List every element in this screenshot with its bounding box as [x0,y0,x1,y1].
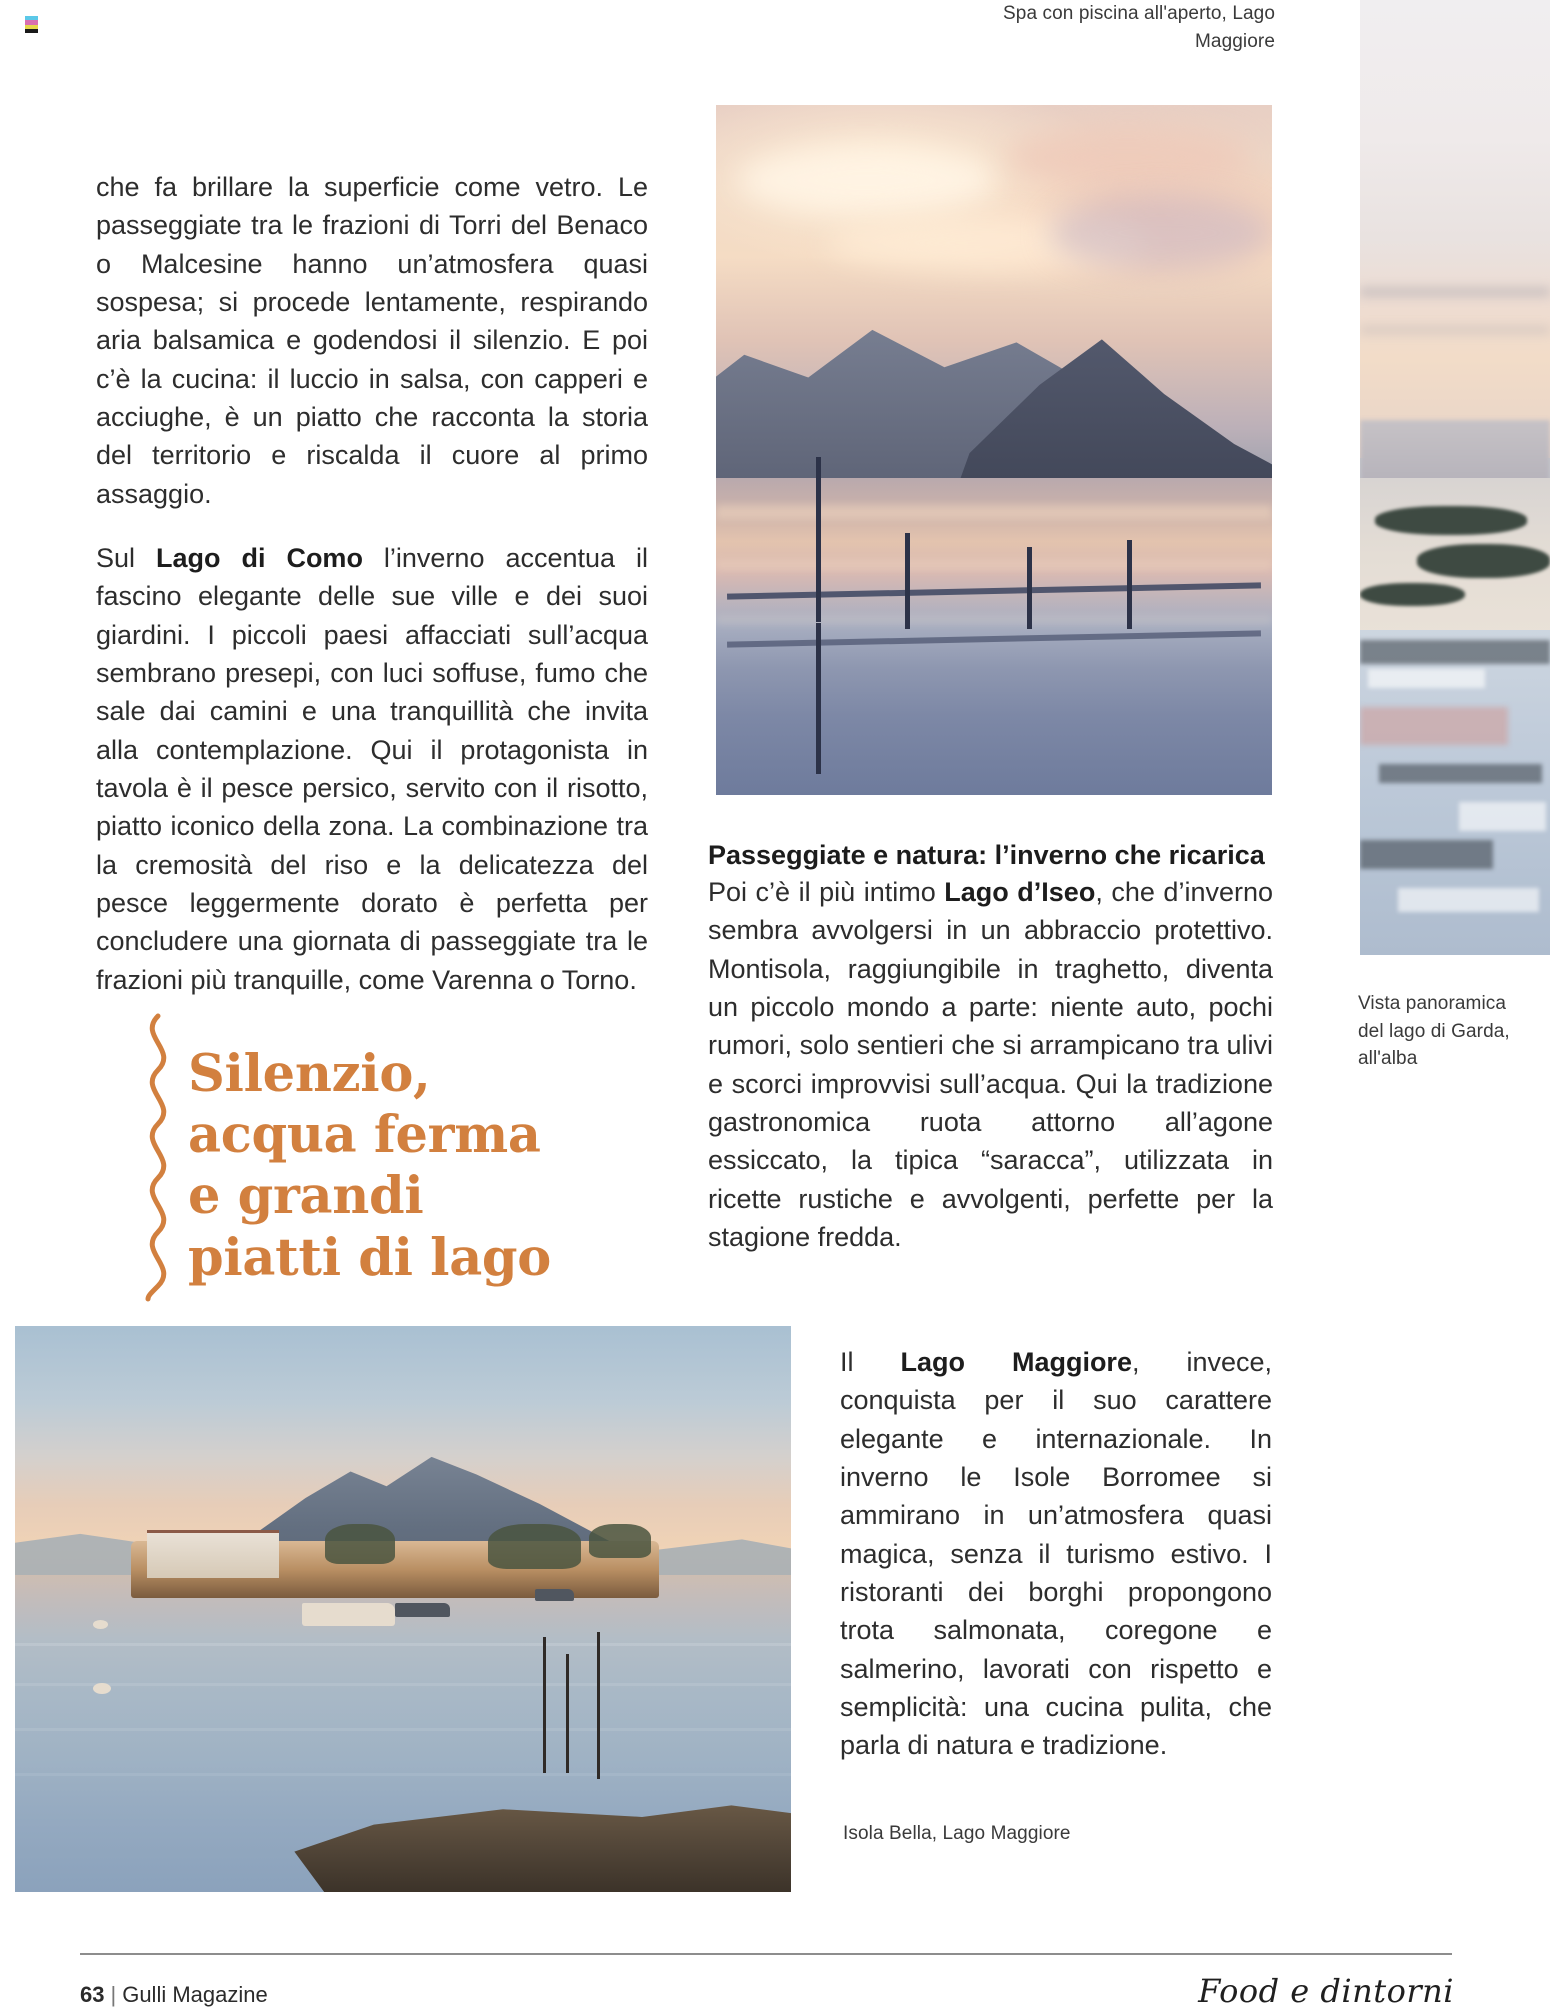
cloud-shape [1005,126,1250,188]
paragraph-lago-di-como [96,539,648,999]
water-shimmer [716,560,1272,570]
color-swatch-black [25,29,38,33]
page-number: 63 [80,1982,105,2007]
caption-isola-bella: Isola Bella, Lago Maggiore [843,1823,1071,1844]
shoreline [1360,583,1465,607]
shoreline [1375,506,1527,535]
pier-post-reflection [816,623,821,775]
caption-lago-di-garda: Vista panoramica del lago di Garda, all'alba [1358,993,1510,1070]
bold-lago-iseo: Lago d’Iseo [944,877,1096,908]
paragraph-body-text: , invece, conquista per il suo carattere elegante e internazionale. In inverno le Isole Borromee si ammirano in un’atmosfera quasi magica, senza il turismo estivo. I ristoranti dei borghi propongono trota salmonata, coregone e salmerino, lavorati con rispetto e semplicità: una cucina pulita, che parla di natura e tradizione. [840,1347,1272,1761]
paragraph-body-text: , che d’inverno sembra avvolgersi in un abbraccio protettivo. Montisola, raggiungibile in traghetto, diventa un piccolo mondo a parte: niente auto, pochi rumori, solo sentieri che si arrampicano tra ulivi e scorci improvvisi sull’acqua. Qui la tradizione gastronomica ruota attorno all’agone essiccato, la tipica “saracca”, utilizzata in ricette rustiche e avvolgenti, perfette per la stagione fredda. [708,877,1273,1253]
paragraph-lago-iseo [708,873,1273,1256]
cloud-shape [738,146,994,215]
footer-separator: | [110,1982,117,2007]
magazine-name: Gulli Magazine [122,1982,268,2007]
water-ripple [15,1643,791,1646]
footer-page-info [80,1982,268,2008]
shoreline [1417,544,1550,577]
pull-quote-block [128,1012,588,1302]
pull-quote-text: Silenzio, acqua ferma e grandi piatti di lago [188,1044,552,1288]
photo-isola-bella [15,1326,791,1892]
winter-trees [1360,707,1508,745]
pier-post [1027,547,1032,630]
palazzo-borromeo [147,1530,279,1578]
squiggle-brace-icon [128,1012,188,1302]
field-edge [1368,669,1486,688]
photo-lake-at-dusk [716,105,1272,795]
paragraph-lead-text: Poi c’è il più intimo [708,877,945,908]
pier-post [816,457,821,623]
color-registration-mark [25,16,38,33]
cloud-shape [1050,195,1272,271]
field-edge [1398,888,1539,912]
water-ripple [15,1728,791,1731]
right-text-column-bottom [840,1343,1272,1791]
right-text-column-top [708,838,1273,1282]
sailboat-mast [597,1632,600,1779]
paragraph-body-text: l’inverno accentua il fascino elegante delle sue ville e dei suoi giardini. I piccoli paesi affacciati sull’acqua sembrano presepi, con luci soffuse, fumo che sale dai camini e una tranquillità che invita alla contemplazione. Qui il protagonista in tavola è il pesce persico, servito con il risotto, piatto iconico della zona. La combinazione tra la cremosità del riso e la delicatezza del pesce leggermente dorato è perfetta per concludere una giornata di passeggiate tra le frazioni più tranquille, come Varenna o Torno. [96,542,648,995]
moored-boat [535,1589,574,1600]
water-ripple [15,1773,791,1776]
subheading-passeggiate-e-natura: Passeggiate e natura: l’inverno che ricarica [708,840,1265,870]
field-edge [1360,640,1550,664]
photo-sky-layer [1360,0,1550,458]
field-edge [1379,764,1542,783]
paragraph-lead-text: Il [840,1347,901,1377]
photo-lago-di-garda-dawn [1360,0,1550,955]
cloud-streak [1360,325,1550,335]
footer-section-name: Food e dintorni [1198,1972,1454,2010]
footer-divider [80,1953,1452,1955]
water-shimmer [716,616,1272,624]
island-trees [325,1524,395,1564]
pier-post [905,533,910,630]
paragraph-lead-text: Sul [96,542,156,573]
building-row [1459,802,1546,831]
field-edge [1360,840,1493,869]
caption-spa-lago-maggiore: Spa con piscina all'aperto, Lago Maggiore [1003,3,1275,52]
buoy [93,1683,112,1694]
paragraph-lago-maggiore [840,1343,1272,1765]
left-text-column [96,168,648,1025]
cloud-streak [1360,287,1550,297]
water-ripple [15,1683,791,1686]
bold-lago-maggiore: Lago Maggiore [900,1347,1132,1377]
paragraph-lago-di-garda: che fa brillare la superficie come vetro. Le passeggiate tra le frazioni di Torri del Benaco o Malcesine hanno un’atmosfera quasi sospesa; si procede lentamente, respirando aria balsamica e godendosi il silenzio. E poi c’è la cucina: il luccio in salsa, con capperi e acciughe, è un piatto che racconta la storia del territorio e riscalda il cuore al primo assaggio. [96,172,648,509]
pier-post [1127,540,1132,630]
water-shimmer [716,505,1272,519]
bold-lago-di-como: Lago di Como [156,542,363,573]
sailboat-mast [566,1654,569,1773]
island-trees [589,1524,651,1558]
subheading-block [708,838,1273,1256]
ferry-boat [302,1603,395,1626]
sailboat-mast [543,1637,546,1773]
moored-boat [395,1603,449,1617]
island-trees [488,1524,581,1569]
